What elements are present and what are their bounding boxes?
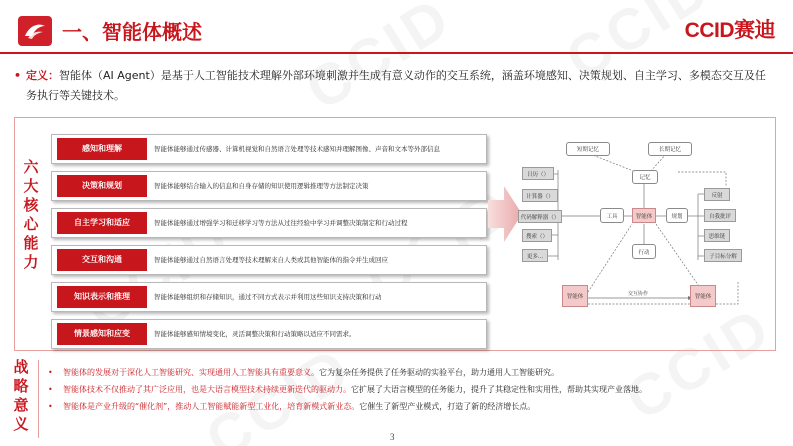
- agent-right-box: 智能体: [690, 285, 716, 307]
- capability-desc: 智能体能够结合输入的信息和自身存储的知识使用逻辑推理等方法制定决策: [154, 182, 369, 190]
- title-char: 力: [23, 253, 39, 271]
- collab-label: 交互协作: [628, 291, 649, 297]
- capability-desc: 智能体能够通过传感器、计算机视觉和自然语言处理等技术感知并理解图像、声音和文本等外部信息: [154, 145, 440, 153]
- agent-left-box: 智能体: [562, 285, 588, 307]
- subgoal-box: 子目标分解: [704, 249, 742, 262]
- title-char: 六: [23, 158, 39, 176]
- capabilities-title: [20, 158, 42, 272]
- self-critique-box: 自我批评: [704, 209, 736, 222]
- page-number: 3: [390, 432, 395, 442]
- capability-label: 交互和沟通: [57, 249, 147, 271]
- page-title: 一、智能体概述: [62, 20, 202, 44]
- tool-calculator-box: 计算器（）: [522, 189, 558, 202]
- capability-row: [51, 245, 487, 275]
- bullet-icon: •: [14, 69, 22, 82]
- header-divider: [0, 52, 793, 54]
- title-char: 大: [23, 177, 39, 195]
- action-box: 行动: [632, 244, 656, 259]
- brand-logo-text: CCID赛迪: [684, 19, 775, 42]
- agent-architecture-diagram: [520, 132, 768, 312]
- capability-desc: 智能体能够感知情境变化，灵活调整决策和行动策略以适应不同需求。: [154, 330, 356, 338]
- chain-of-thought-box: 思维链: [704, 229, 730, 242]
- strategy-list: [48, 366, 778, 417]
- title-char: 意: [13, 396, 29, 414]
- capability-row: [51, 282, 487, 312]
- memory-box: 记忆: [632, 170, 658, 184]
- capability-label: 知识表示和推理: [57, 286, 147, 308]
- strategy-item-highlight: 智能体技术不仅推动了其广泛应用，也是大语言模型技术持续更新迭代的驱动力。: [63, 385, 351, 394]
- definition-paragraph: [14, 66, 776, 106]
- reflection-box: 反射: [704, 188, 730, 201]
- capability-list: [51, 134, 487, 356]
- tool-search-box: 搜索（）: [522, 229, 552, 242]
- agent-center-box: 智能体: [632, 208, 656, 223]
- strategy-item: [48, 400, 778, 413]
- capability-desc: 智能体能够通过增强学习和迁移学习等方法从过往经验中学习并调整决策制定和行动过程: [154, 219, 408, 227]
- planning-box: 规划: [666, 208, 688, 223]
- tool-calendar-box: 日历（）: [522, 167, 554, 180]
- strategy-item: [48, 383, 778, 396]
- short-term-memory-box: 短期记忆: [566, 142, 610, 156]
- strategy-item: [48, 366, 778, 379]
- strategy-item-highlight: 智能体的发展对于深化人工智能研究、实现通用人工智能具有重要意义。: [63, 368, 319, 377]
- capability-row: [51, 208, 487, 238]
- strategy-divider: [38, 360, 39, 438]
- title-char: 义: [13, 415, 29, 433]
- capability-row: [51, 134, 487, 164]
- capability-label: 自主学习和适应: [57, 212, 147, 234]
- strategy-item-text: 它扩展了大语言模型的任务能力，提升了其稳定性和实用性，帮助其实现产业落地。: [351, 385, 647, 394]
- strategy-item-highlight: 智能体是产业升级的“催化剂”，推动人工智能赋能新型工业化，培育新模式新业态。: [63, 402, 360, 411]
- strategy-item-text: 它催生了新型产业模式，打造了新的经济增长点。: [359, 402, 536, 411]
- capability-label: 情景感知和应变: [57, 323, 147, 345]
- title-char: 能: [23, 234, 39, 252]
- right-arrow-icon: [488, 186, 522, 242]
- title-char: 心: [23, 215, 39, 233]
- title-char: 略: [13, 377, 29, 395]
- capability-desc: 智能体能够通过自然语言处理等技术理解来自人类或其他智能体的指令并生成回应: [154, 256, 388, 264]
- slide-header: [0, 0, 793, 58]
- brand-logo-icon: [18, 16, 52, 46]
- tool-more-box: 更多...: [522, 249, 548, 262]
- long-term-memory-box: 长期记忆: [648, 142, 692, 156]
- strategy-item-text: 它为复杂任务提供了任务驱动的实验平台，助力通用人工智能研究。: [319, 368, 559, 377]
- capability-row: [51, 171, 487, 201]
- definition-text: 智能体（AI Agent）是基于人工智能技术理解外部环境刺激并生成有意义动作的交互系统，涵盖环境感知、决策规划、自主学习、多模态交互及任务执行等关键技术。: [26, 69, 766, 102]
- capability-desc: 智能体能够组织和存储知识，通过不同方式表示并利用这些知识支持决策和行动: [154, 293, 382, 301]
- capability-row: [51, 319, 487, 349]
- capability-label: 决策和规划: [57, 175, 147, 197]
- tool-code-interpreter-box: 代码解释器（）: [518, 210, 562, 223]
- definition-label: 定义：: [26, 69, 59, 82]
- capability-label: 感知和理解: [57, 138, 147, 160]
- title-char: 战: [13, 358, 29, 376]
- strategy-title: [10, 358, 32, 434]
- tools-box: 工具: [600, 208, 624, 223]
- title-char: 核: [23, 196, 39, 214]
